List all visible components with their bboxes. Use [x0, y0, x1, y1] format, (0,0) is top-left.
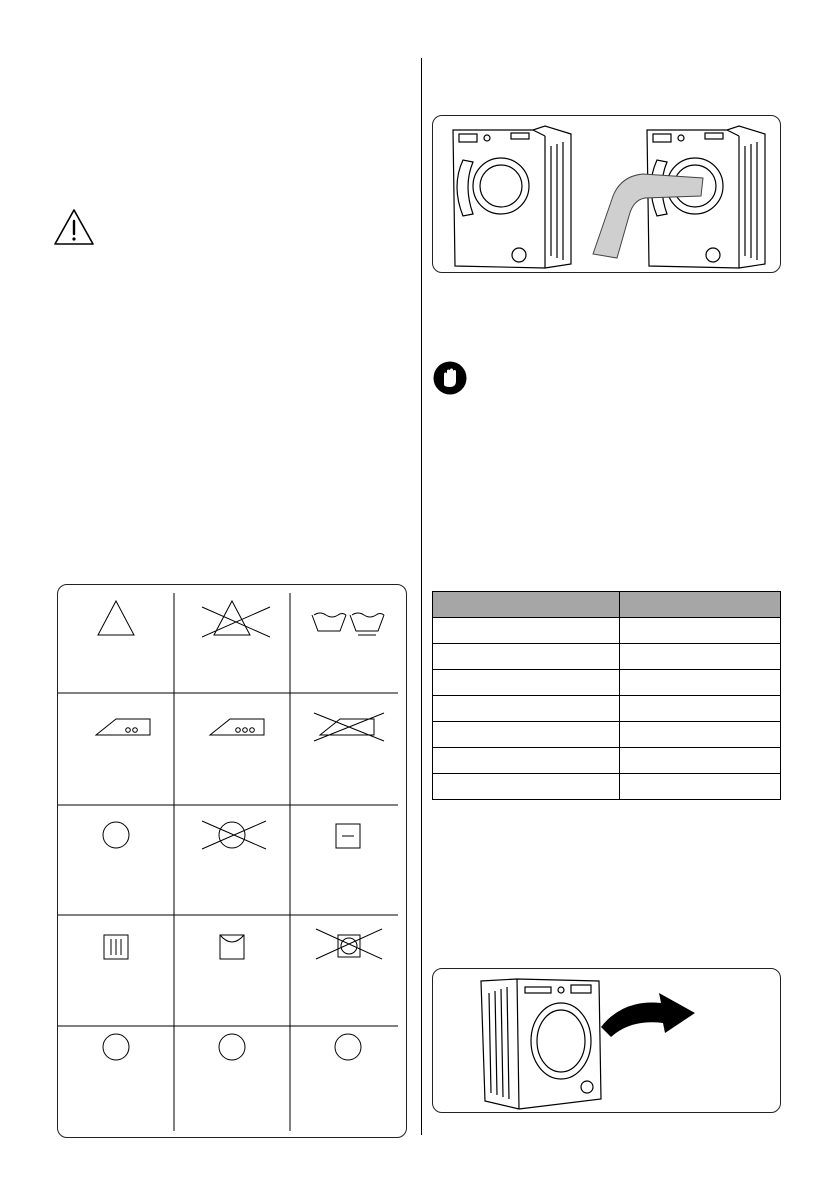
washing-machine-illustration [433, 116, 782, 274]
hang-dry-icon [220, 935, 244, 959]
table-row [433, 722, 781, 748]
table-cell [620, 670, 781, 696]
figure-door-and-drum [432, 115, 781, 273]
circle-icon [103, 1034, 129, 1060]
care-symbols-panel [57, 584, 407, 1138]
washing-machine-left [453, 126, 571, 268]
table-cell [433, 644, 620, 670]
no-tumble-dry-icon [316, 929, 382, 959]
table-row [433, 644, 781, 670]
bleach-allowed-icon [98, 601, 134, 635]
table-row [433, 774, 781, 800]
table-cell [620, 774, 781, 800]
table-row [433, 748, 781, 774]
washing-machine [481, 979, 601, 1109]
dry-clean-icon [103, 822, 129, 848]
iron-medium-icon [96, 719, 150, 735]
table-cell [620, 748, 781, 774]
dry-flat-icon [336, 824, 360, 848]
figure-move-machine [432, 968, 781, 1113]
column-divider [421, 58, 422, 1135]
table-cell [433, 774, 620, 800]
no-iron-icon [314, 713, 384, 741]
table-cell [433, 748, 620, 774]
table-cell [620, 696, 781, 722]
iron-high-icon [210, 719, 264, 735]
wash-basin-icons [312, 613, 384, 635]
table-cell [620, 618, 781, 644]
table-header-row [433, 592, 781, 618]
table-row [433, 670, 781, 696]
table-cell [620, 644, 781, 670]
table-row [433, 696, 781, 722]
table-cell [433, 696, 620, 722]
table-cell [433, 722, 620, 748]
care-symbols-grid [58, 585, 408, 1139]
circle-icon [335, 1034, 361, 1060]
table-header-cell [433, 592, 620, 618]
program-table [432, 591, 781, 800]
table-cell [433, 670, 620, 696]
hand-stop-icon [433, 361, 467, 395]
table-header-cell [620, 592, 781, 618]
table-row [433, 618, 781, 644]
no-bleach-icon [202, 601, 270, 637]
table-cell [433, 618, 620, 644]
no-dry-clean-icon [202, 821, 266, 849]
warning-triangle-icon [52, 207, 96, 247]
washing-machine-move-illustration [433, 969, 782, 1114]
table-cell [620, 722, 781, 748]
circle-icon [219, 1034, 245, 1060]
move-arrow-icon [601, 993, 695, 1037]
drip-dry-icon [104, 935, 128, 959]
